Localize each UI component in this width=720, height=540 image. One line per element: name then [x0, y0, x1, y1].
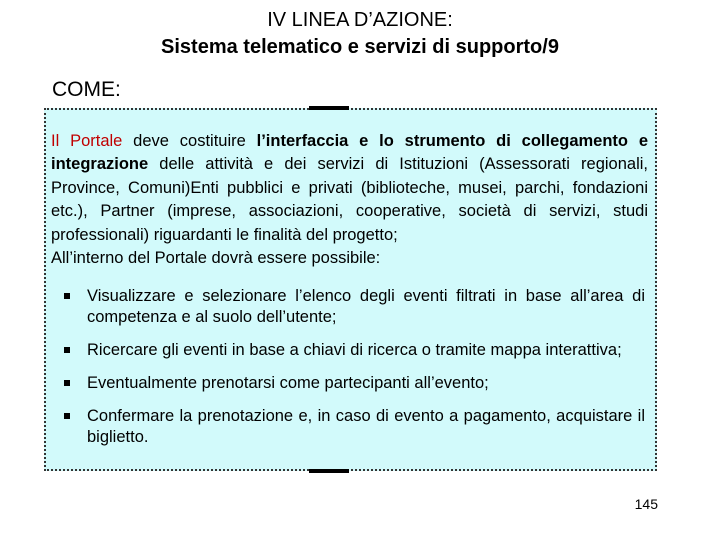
portal-highlight: Il Portale	[51, 132, 123, 150]
slide-title-line-2: Sistema telematico e servizi di supporto/9	[161, 36, 559, 58]
list-item-text: Ricercare gli eventi in base a chiavi di ricerca o tramite mappa interattiva;	[87, 341, 622, 359]
intro-text-2: delle attività e dei servizi di Istituzioni (Assessorati regionali, Province, Comuni)Enti pubblici e privati (biblioteche, musei, parchi, fondazioni etc.), Partner (imprese, associazioni, cooperative, società di servizi, studi professionali) riguardanti le finalità del progetto;	[51, 155, 648, 244]
square-bullet-icon	[64, 347, 70, 353]
intro-bold-text: l’interfaccia e lo strumento di collegamento e integrazione	[51, 132, 648, 174]
list-item	[64, 340, 645, 361]
intro-paragraph	[51, 130, 648, 270]
list-item-text: Confermare la prenotazione e, in caso di evento a pagamento, acquistare il biglietto.	[87, 407, 645, 446]
content-box	[44, 108, 657, 471]
intro-text-1: deve costituire	[122, 132, 257, 150]
list-item-text: Visualizzare e selezionare l’elenco degli eventi filtrati in base all’area di competenza e al suolo dell’utente;	[87, 287, 645, 326]
square-bullet-icon	[64, 380, 70, 386]
list-item	[64, 406, 645, 448]
box-top-handle	[309, 106, 349, 110]
square-bullet-icon	[64, 293, 70, 299]
square-bullet-icon	[64, 413, 70, 419]
box-bottom-handle	[309, 469, 349, 473]
page-number: 145	[634, 496, 658, 512]
list-item	[64, 373, 645, 394]
list-item	[64, 286, 645, 328]
intro-text-3: All’interno del Portale dovrà essere possibile:	[51, 249, 381, 268]
slide-title-line-1: IV LINEA D’AZIONE:	[267, 9, 453, 31]
section-heading: COME:	[52, 78, 121, 101]
bullet-list	[64, 286, 645, 460]
list-item-text: Eventualmente prenotarsi come partecipanti all’evento;	[87, 374, 489, 392]
